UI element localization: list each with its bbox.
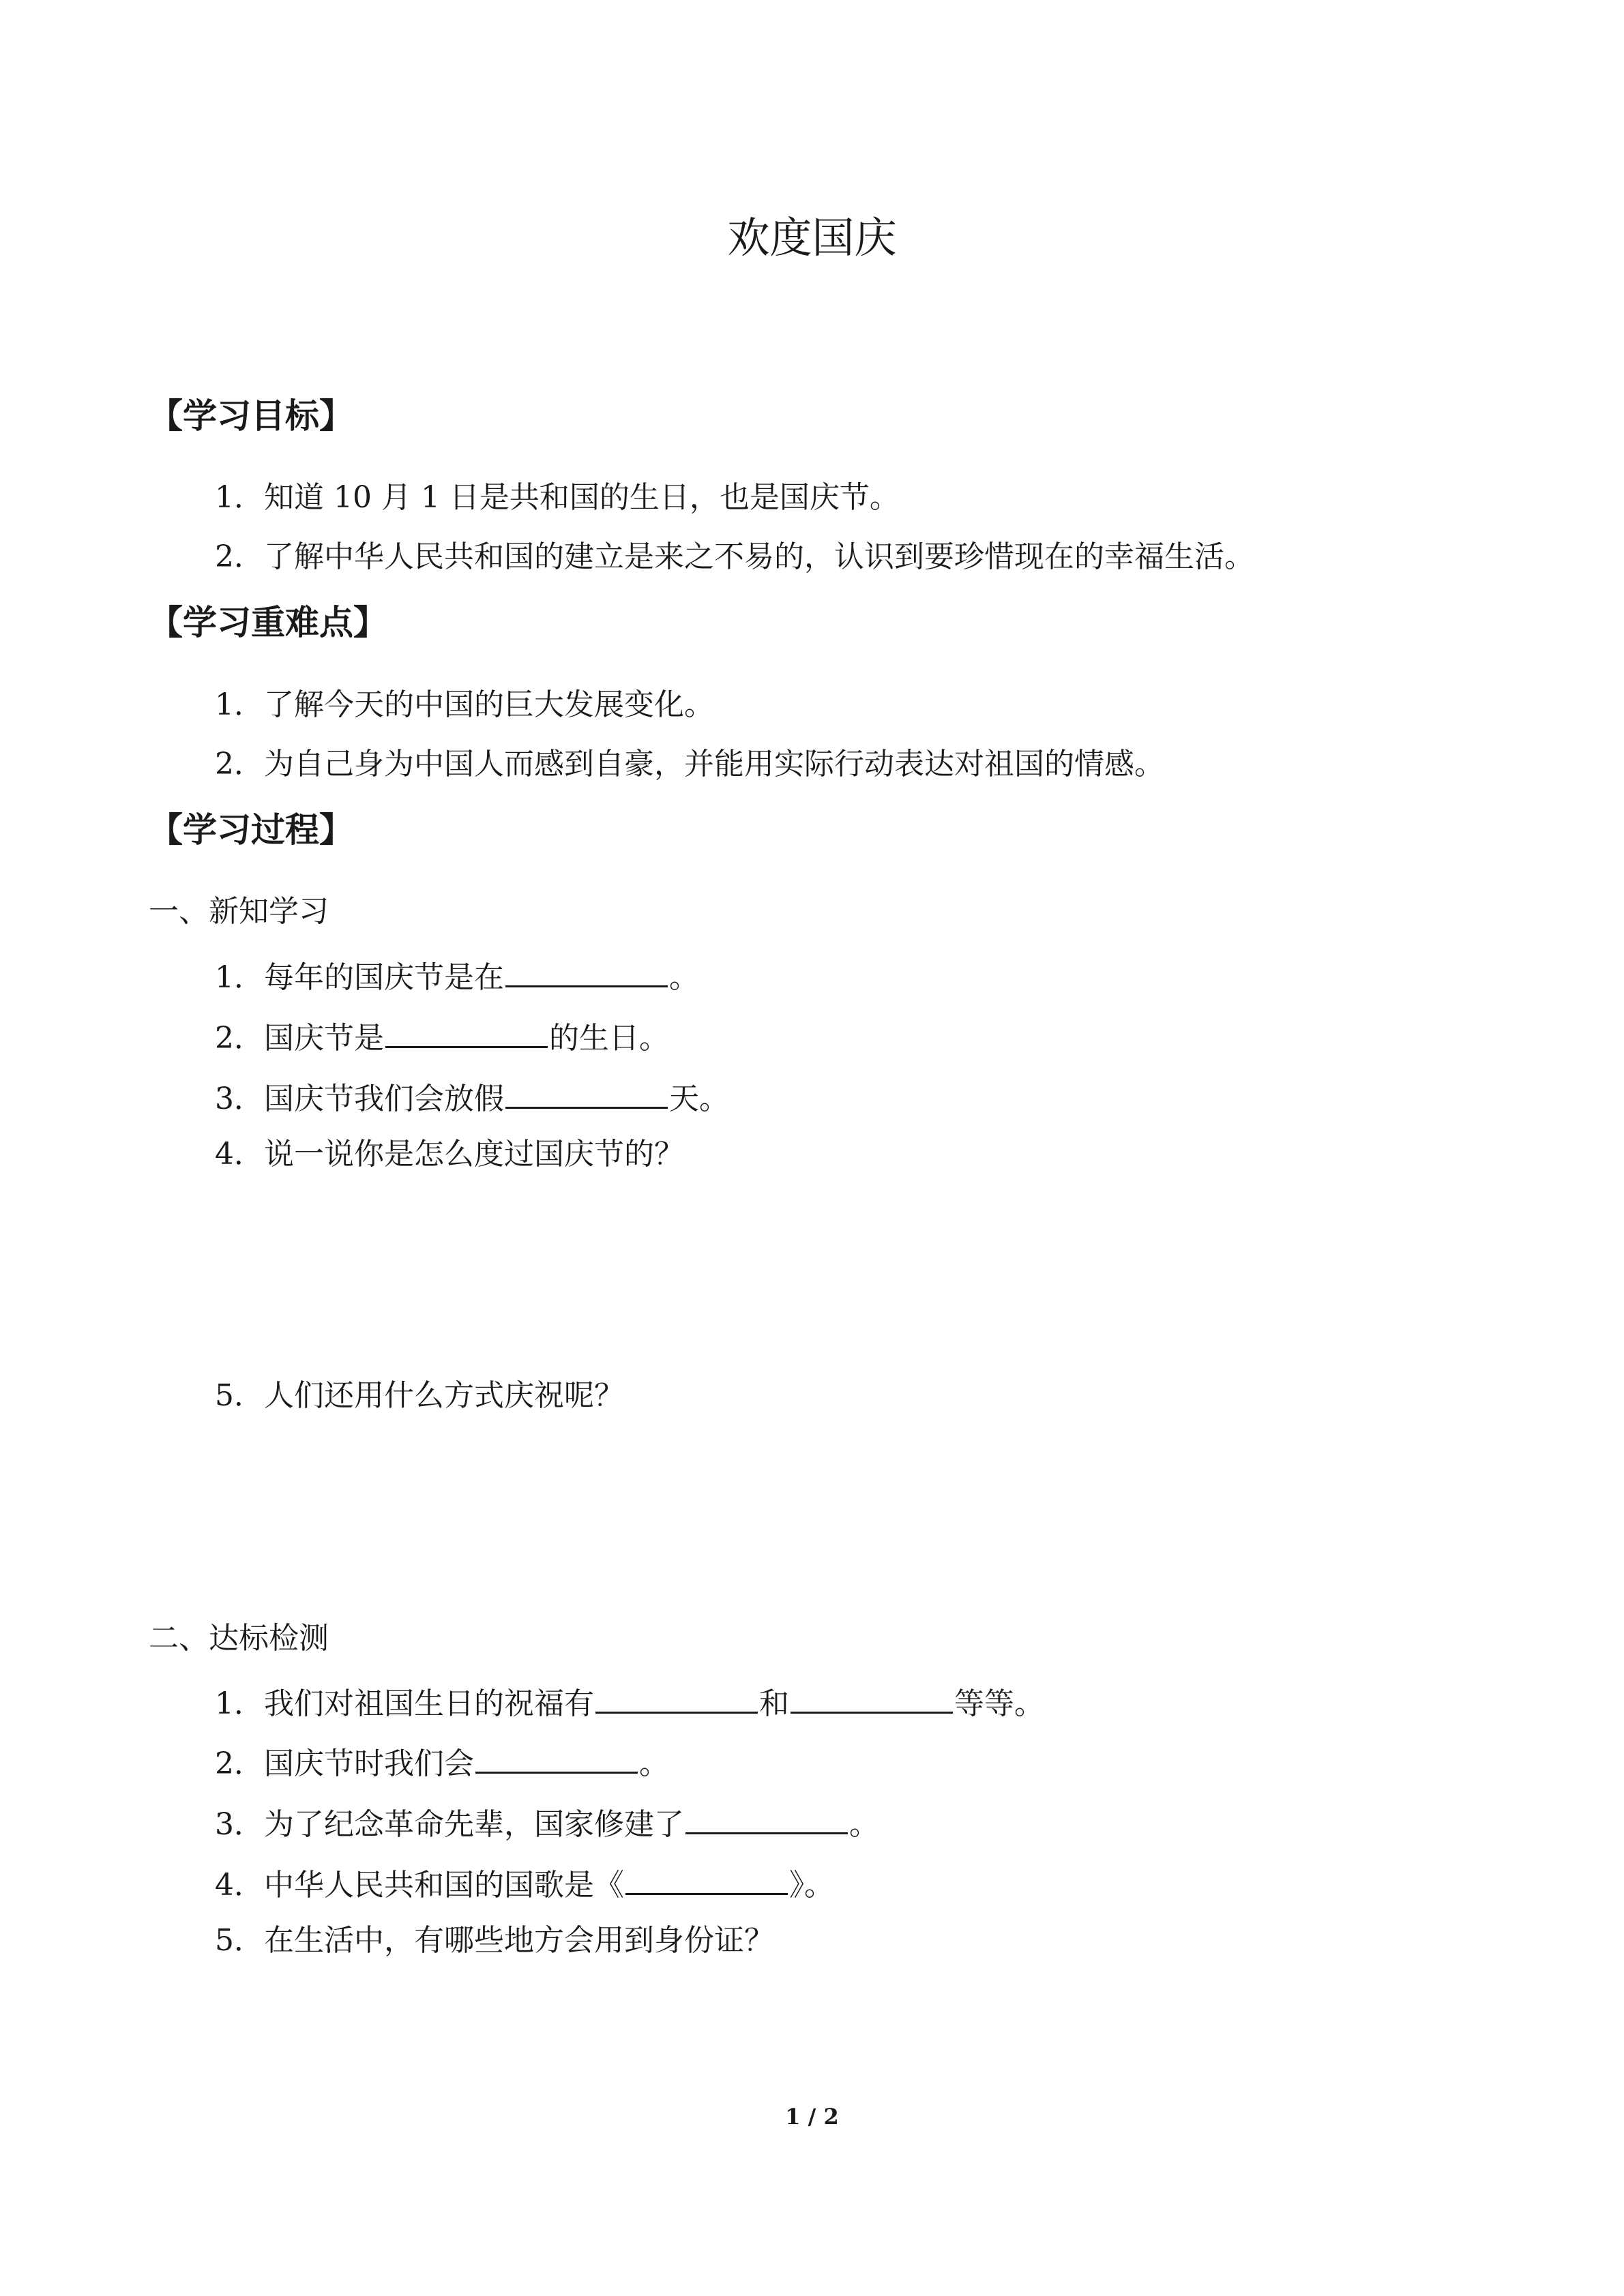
item-number: 2． [215,747,264,781]
part-label-assessment: 二、达标检测 [149,1621,329,1656]
question-item: 4．中华人民共和国的国歌是《 》。 [215,1866,834,1900]
key-point-item-1 [215,687,714,722]
fill-blank[interactable] [685,1805,848,1834]
fill-blank[interactable] [595,1684,758,1714]
section-heading-objectives: 【学习目标】 [149,396,353,436]
page-number: 1 / 2 [785,2104,839,2130]
objective-item-1 [215,480,900,515]
question-item: 5．人们还用什么方式庆祝呢？ [215,1378,624,1413]
question-item: 3．国庆节我们会放假 天。 [215,1079,729,1114]
fill-blank[interactable] [791,1684,953,1714]
question-item: 1．我们对祖国生日的祝福有 和 等等。 [215,1684,1044,1719]
section-heading-process: 【学习过程】 [149,810,353,850]
objective-item-2 [215,539,1254,574]
question-item: 5．在生活中，有哪些地方会用到身份证？ [215,1923,774,1958]
item-number: 1． [215,480,264,515]
section-heading-key-points: 【学习重难点】 [149,603,387,642]
question-item: 2．国庆节时我们会 。 [215,1744,669,1779]
item-text: 了解今天的中国的巨大发展变化。 [264,687,714,722]
question-item: 2．国庆节是 的生日。 [215,1019,669,1054]
question-item: 1．每年的国庆节是在 。 [215,958,699,993]
item-text: 知道 10 月 1 日是共和国的生日，也是国庆节。 [264,480,900,515]
item-number: 2． [215,539,264,574]
fill-blank[interactable] [385,1019,548,1048]
key-point-item-2 [215,749,1164,779]
part-label-new-knowledge: 一、新知学习 [149,894,329,929]
fill-blank[interactable] [475,1744,638,1774]
fill-blank[interactable] [625,1866,788,1895]
fill-blank[interactable] [505,958,668,987]
question-item: 4．说一说你是怎么度过国庆节的？ [215,1137,684,1172]
question-item: 3．为了纪念革命先辈，国家修建了 。 [215,1805,879,1840]
item-text: 为自己身为中国人而感到自豪，并能用实际行动表达对祖国的情感。 [264,747,1164,781]
page-title: 欢度国庆 [727,213,897,263]
fill-blank[interactable] [505,1079,668,1109]
item-text: 了解中华人民共和国的建立是来之不易的，认识到要珍惜现在的幸福生活。 [264,539,1254,574]
item-number: 1． [215,687,264,722]
